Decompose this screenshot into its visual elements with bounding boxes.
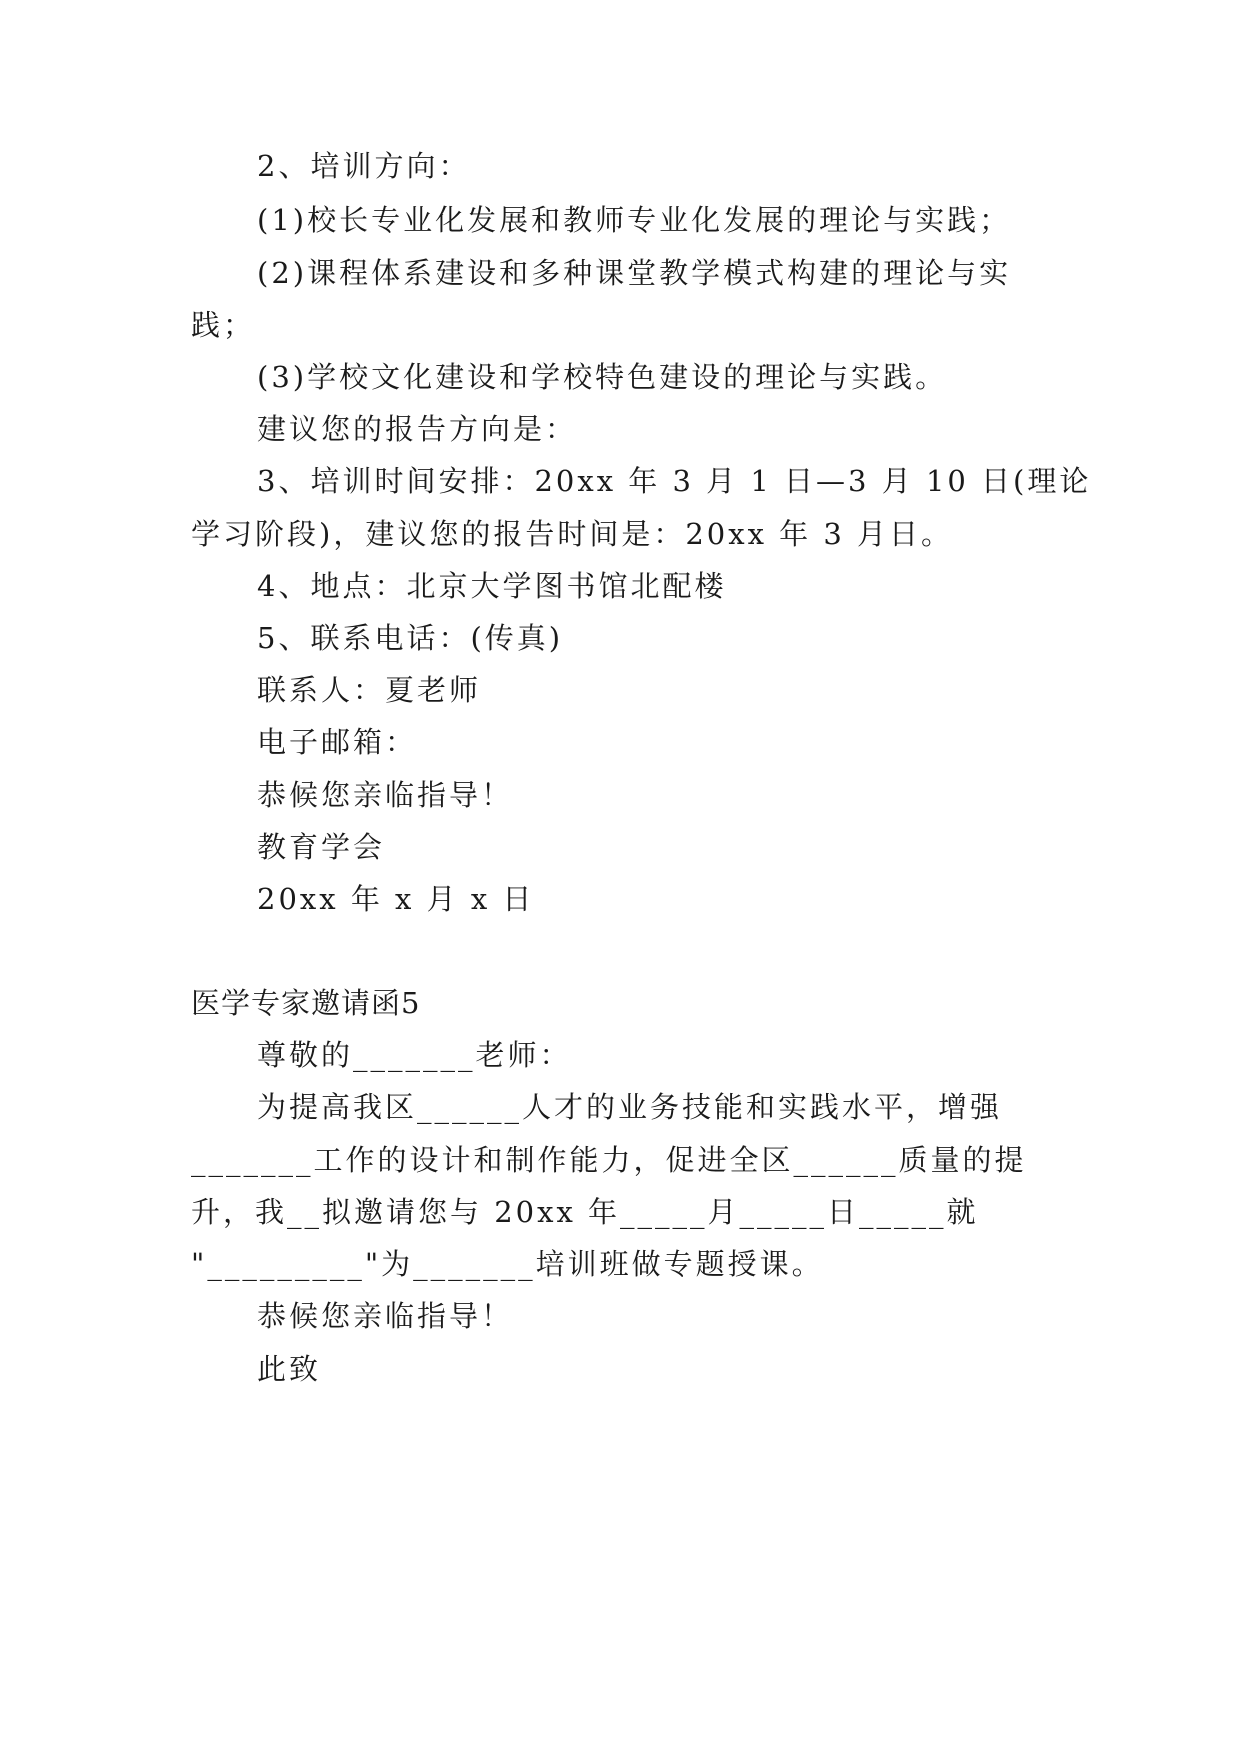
contact-person: 联系人：夏老师 [257,673,482,707]
training-direction-heading: 2、培训方向： [257,149,471,183]
location: 4、地点：北京大学图书馆北配楼 [257,569,727,603]
invitation-body-line-1: 为提高我区______人才的业务技能和实践水平，增强 [257,1090,1003,1124]
closing-remark-2: 恭候您亲临指导！ [257,1299,514,1333]
direction-item-2-line-1: (2)课程体系建设和多种课堂教学模式构建的理论与实 [257,256,1012,290]
schedule-line-1: 3、培训时间安排：20xx 年 3 月 1 日—3 月 10 日(理论 [257,464,1092,498]
email: 电子邮箱： [257,725,418,759]
salutation: 尊敬的_______老师： [257,1038,572,1072]
organization-signature: 教育学会 [257,830,386,864]
direction-item-3: (3)学校文化建设和学校特色建设的理论与实践。 [257,360,948,394]
invitation-body-line-3: 升，我__拟邀请您与 20xx 年_____月_____日_____就 [191,1195,979,1229]
section-title: 医学专家邀请函5 [191,986,421,1020]
schedule-line-2: 学习阶段)，建议您的报告时间是：20xx 年 3 月日。 [191,517,954,551]
invitation-body-line-2: _______工作的设计和制作能力，促进全区______质量的提 [191,1143,1027,1177]
direction-item-2-line-2: 践； [191,308,256,342]
closing-remark: 恭候您亲临指导！ [257,778,514,812]
regards: 此致 [257,1352,322,1386]
signature-date: 20xx 年 x 月 x 日 [257,882,535,916]
direction-item-1: (1)校长专业化发展和教师专业化发展的理论与实践； [257,203,1012,237]
suggested-direction: 建议您的报告方向是： [257,412,578,446]
invitation-body-line-4: "_________"为_______培训班做专题授课。 [191,1247,824,1281]
phone: 5、联系电话：(传真) [257,621,564,655]
